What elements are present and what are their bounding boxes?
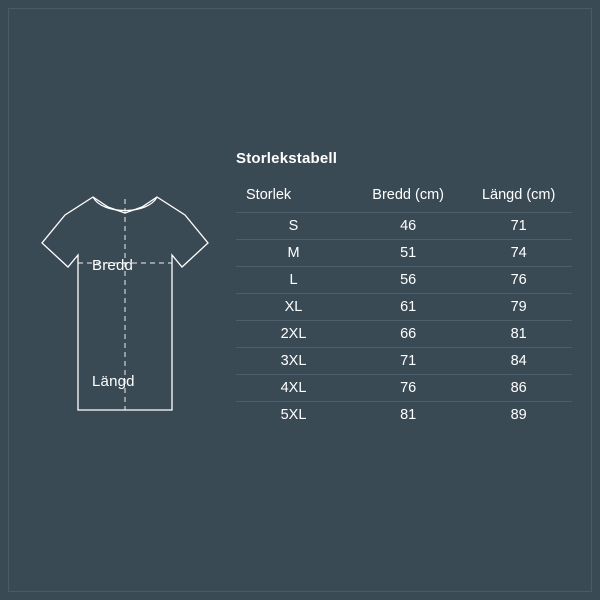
table-header-width: Bredd (cm) [372, 187, 445, 203]
table-row [236, 267, 572, 294]
cell-length: 84 [465, 348, 572, 375]
diagram-width-label: Bredd [92, 257, 134, 274]
cell-length: 86 [465, 375, 572, 402]
cell-size: 2XL [236, 321, 351, 348]
cell-width: 76 [351, 375, 465, 402]
cell-width: 71 [351, 348, 465, 375]
table-row [236, 213, 572, 240]
cell-width: 46 [351, 213, 465, 240]
table-row [236, 375, 572, 402]
cell-size: M [236, 240, 351, 267]
cell-length: 79 [465, 294, 572, 321]
cell-length: 89 [465, 402, 572, 429]
size-table [236, 182, 572, 428]
cell-size: L [236, 267, 351, 294]
table-header-length: Längd (cm) [481, 187, 556, 203]
table-row [236, 402, 572, 429]
cell-size: S [236, 213, 351, 240]
table-row [236, 321, 572, 348]
cell-length: 74 [465, 240, 572, 267]
cell-width: 66 [351, 321, 465, 348]
cell-size: 4XL [236, 375, 351, 402]
cell-size: 3XL [236, 348, 351, 375]
cell-width: 51 [351, 240, 465, 267]
table-title: Storlekstabell [236, 150, 338, 167]
cell-length: 71 [465, 213, 572, 240]
cell-width: 61 [351, 294, 465, 321]
cell-size: XL [236, 294, 351, 321]
cell-size: 5XL [236, 402, 351, 429]
cell-length: 81 [465, 321, 572, 348]
table-header-row [236, 182, 572, 213]
cell-width: 56 [351, 267, 465, 294]
cell-width: 81 [351, 402, 465, 429]
diagram-length-label: Längd [92, 373, 135, 390]
tshirt-diagram [30, 185, 220, 425]
table-header-size: Storlek [246, 187, 292, 203]
cell-length: 76 [465, 267, 572, 294]
table-row [236, 294, 572, 321]
table-row [236, 240, 572, 267]
table-row [236, 348, 572, 375]
